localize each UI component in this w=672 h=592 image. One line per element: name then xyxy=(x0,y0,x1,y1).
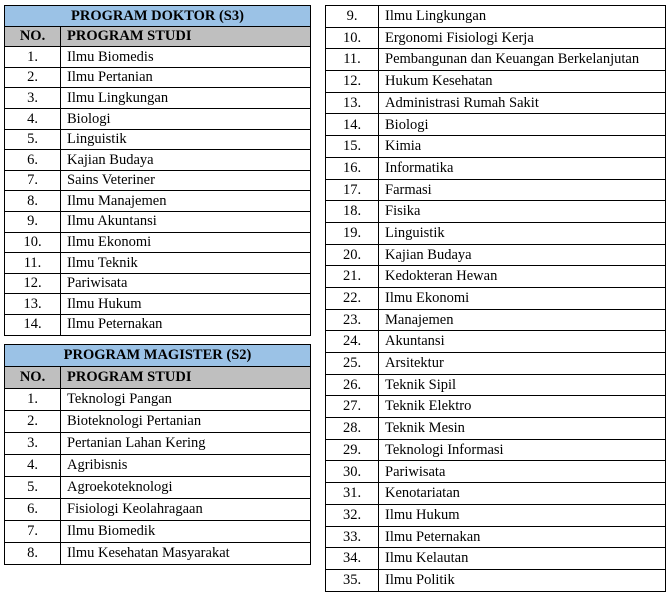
row-number: 8. xyxy=(5,543,61,565)
program-studi-name: Linguistik xyxy=(379,222,666,244)
program-studi-name: Ilmu Peternakan xyxy=(61,314,311,335)
table-row xyxy=(5,170,311,191)
table-row xyxy=(5,411,311,433)
table-row xyxy=(326,504,666,526)
table-row xyxy=(326,461,666,483)
row-number: 18. xyxy=(326,201,379,223)
program-studi-name: Pembangunan dan Keuangan Berkelanjutan xyxy=(379,49,666,71)
program-studi-name: Bioteknologi Pertanian xyxy=(61,411,311,433)
row-number: 7. xyxy=(5,170,61,191)
table-row xyxy=(326,71,666,93)
row-number: 13. xyxy=(326,92,379,114)
table-row xyxy=(326,244,666,266)
row-number: 6. xyxy=(5,150,61,171)
table-row xyxy=(5,499,311,521)
row-number: 31. xyxy=(326,483,379,505)
doktor-header-studi: PROGRAM STUDI xyxy=(61,26,311,47)
table-row xyxy=(5,232,311,253)
program-studi-name: Arsitektur xyxy=(379,353,666,375)
table-row xyxy=(326,6,666,28)
table-row xyxy=(5,455,311,477)
program-studi-name: Ilmu Teknik xyxy=(61,253,311,274)
program-studi-name: Ilmu Kesehatan Masyarakat xyxy=(61,543,311,565)
row-number: 12. xyxy=(326,71,379,93)
doktor-table xyxy=(4,5,311,336)
program-studi-name: Ilmu Biomedik xyxy=(61,521,311,543)
row-number: 32. xyxy=(326,504,379,526)
row-number: 19. xyxy=(326,222,379,244)
program-studi-name: Hukum Kesehatan xyxy=(379,71,666,93)
table-row xyxy=(326,569,666,591)
row-number: 7. xyxy=(5,521,61,543)
table-row xyxy=(326,201,666,223)
table-row xyxy=(326,396,666,418)
program-studi-name: Kenotariatan xyxy=(379,483,666,505)
program-studi-name: Kajian Budaya xyxy=(61,150,311,171)
table-row xyxy=(5,389,311,411)
row-number: 21. xyxy=(326,266,379,288)
program-studi-name: Pertanian Lahan Kering xyxy=(61,433,311,455)
row-number: 23. xyxy=(326,309,379,331)
program-studi-name: Manajemen xyxy=(379,309,666,331)
program-studi-name: Teknologi Pangan xyxy=(61,389,311,411)
table-row xyxy=(326,92,666,114)
program-studi-name: Biologi xyxy=(61,108,311,129)
row-number: 6. xyxy=(5,499,61,521)
table-row xyxy=(5,150,311,171)
program-studi-name: Ergonomi Fisiologi Kerja xyxy=(379,27,666,49)
program-studi-name: Farmasi xyxy=(379,179,666,201)
program-studi-name: Ilmu Politik xyxy=(379,569,666,591)
table-row xyxy=(326,418,666,440)
program-studi-name: Ilmu Lingkungan xyxy=(379,6,666,28)
row-number: 1. xyxy=(5,47,61,68)
doktor-title-row xyxy=(5,6,311,27)
row-number: 1. xyxy=(5,389,61,411)
row-number: 28. xyxy=(326,418,379,440)
row-number: 14. xyxy=(326,114,379,136)
program-studi-name: Kimia xyxy=(379,136,666,158)
program-studi-name: Teknik Elektro xyxy=(379,396,666,418)
row-number: 25. xyxy=(326,353,379,375)
magister-title: PROGRAM MAGISTER (S2) xyxy=(5,345,311,367)
program-studi-name: Linguistik xyxy=(61,129,311,150)
table-row xyxy=(326,266,666,288)
table-row xyxy=(326,309,666,331)
row-number: 13. xyxy=(5,294,61,315)
program-studi-name: Ilmu Ekonomi xyxy=(379,287,666,309)
row-number: 5. xyxy=(5,477,61,499)
table-row xyxy=(5,273,311,294)
table-row xyxy=(326,157,666,179)
table-row xyxy=(5,211,311,232)
doktor-table-body xyxy=(5,6,311,336)
row-number: 24. xyxy=(326,331,379,353)
table-row xyxy=(326,331,666,353)
magister-continued-table xyxy=(325,5,666,592)
table-row xyxy=(5,543,311,565)
table-row xyxy=(326,374,666,396)
program-studi-name: Ilmu Akuntansi xyxy=(61,211,311,232)
program-studi-name: Administrasi Rumah Sakit xyxy=(379,92,666,114)
program-studi-name: Agribisnis xyxy=(61,455,311,477)
program-studi-name: Informatika xyxy=(379,157,666,179)
doktor-header-no: NO. xyxy=(5,26,61,47)
row-number: 4. xyxy=(5,455,61,477)
program-studi-name: Teknik Sipil xyxy=(379,374,666,396)
row-number: 16. xyxy=(326,157,379,179)
table-row xyxy=(5,108,311,129)
program-studi-name: Teknologi Informasi xyxy=(379,439,666,461)
program-studi-name: Ilmu Hukum xyxy=(61,294,311,315)
magister-header-no: NO. xyxy=(5,367,61,389)
row-number: 8. xyxy=(5,191,61,212)
row-number: 11. xyxy=(5,253,61,274)
table-row xyxy=(5,191,311,212)
magister-header-studi: PROGRAM STUDI xyxy=(61,367,311,389)
row-number: 12. xyxy=(5,273,61,294)
table-row xyxy=(5,88,311,109)
program-studi-name: Biologi xyxy=(379,114,666,136)
magister-table xyxy=(4,344,311,565)
program-studi-name: Ilmu Manajemen xyxy=(61,191,311,212)
program-studi-name: Ilmu Pertanian xyxy=(61,67,311,88)
row-number: 20. xyxy=(326,244,379,266)
table-row xyxy=(5,67,311,88)
table-row xyxy=(326,179,666,201)
row-number: 26. xyxy=(326,374,379,396)
table-row xyxy=(326,439,666,461)
table-row xyxy=(5,314,311,335)
table-row xyxy=(5,129,311,150)
row-number: 10. xyxy=(326,27,379,49)
row-number: 33. xyxy=(326,526,379,548)
program-studi-name: Fisika xyxy=(379,201,666,223)
row-number: 3. xyxy=(5,88,61,109)
table-row xyxy=(5,521,311,543)
program-studi-name: Ilmu Ekonomi xyxy=(61,232,311,253)
magister-table-body xyxy=(5,345,311,565)
row-number: 2. xyxy=(5,411,61,433)
table-row xyxy=(5,433,311,455)
magister-header-row xyxy=(5,367,311,389)
program-studi-name: Ilmu Biomedis xyxy=(61,47,311,68)
table-row xyxy=(326,548,666,570)
row-number: 35. xyxy=(326,569,379,591)
row-number: 3. xyxy=(5,433,61,455)
table-row xyxy=(326,49,666,71)
row-number: 34. xyxy=(326,548,379,570)
table-row xyxy=(326,287,666,309)
program-studi-name: Pariwisata xyxy=(61,273,311,294)
table-row xyxy=(326,114,666,136)
row-number: 29. xyxy=(326,439,379,461)
doktor-title: PROGRAM DOKTOR (S3) xyxy=(5,6,311,27)
table-row xyxy=(326,483,666,505)
table-row xyxy=(326,27,666,49)
row-number: 5. xyxy=(5,129,61,150)
row-number: 15. xyxy=(326,136,379,158)
doktor-header-row xyxy=(5,26,311,47)
table-row xyxy=(326,526,666,548)
table-row xyxy=(5,47,311,68)
program-studi-name: Agroekoteknologi xyxy=(61,477,311,499)
table-row xyxy=(5,294,311,315)
row-number: 9. xyxy=(5,211,61,232)
magister-title-row xyxy=(5,345,311,367)
program-studi-name: Ilmu Hukum xyxy=(379,504,666,526)
program-studi-name: Ilmu Lingkungan xyxy=(61,88,311,109)
row-number: 10. xyxy=(5,232,61,253)
table-row xyxy=(326,136,666,158)
row-number: 11. xyxy=(326,49,379,71)
program-studi-name: Sains Veteriner xyxy=(61,170,311,191)
row-number: 27. xyxy=(326,396,379,418)
magister-continued-table-body xyxy=(326,6,666,592)
table-row xyxy=(326,353,666,375)
program-studi-name: Fisiologi Keolahragaan xyxy=(61,499,311,521)
program-studi-name: Kedokteran Hewan xyxy=(379,266,666,288)
row-number: 9. xyxy=(326,6,379,28)
row-number: 14. xyxy=(5,314,61,335)
program-studi-name: Kajian Budaya xyxy=(379,244,666,266)
table-row xyxy=(5,477,311,499)
row-number: 17. xyxy=(326,179,379,201)
table-row xyxy=(326,222,666,244)
program-studi-name: Akuntansi xyxy=(379,331,666,353)
program-studi-name: Ilmu Peternakan xyxy=(379,526,666,548)
row-number: 2. xyxy=(5,67,61,88)
program-studi-name: Pariwisata xyxy=(379,461,666,483)
row-number: 4. xyxy=(5,108,61,129)
program-studi-name: Ilmu Kelautan xyxy=(379,548,666,570)
program-studi-name: Teknik Mesin xyxy=(379,418,666,440)
row-number: 30. xyxy=(326,461,379,483)
table-row xyxy=(5,253,311,274)
row-number: 22. xyxy=(326,287,379,309)
